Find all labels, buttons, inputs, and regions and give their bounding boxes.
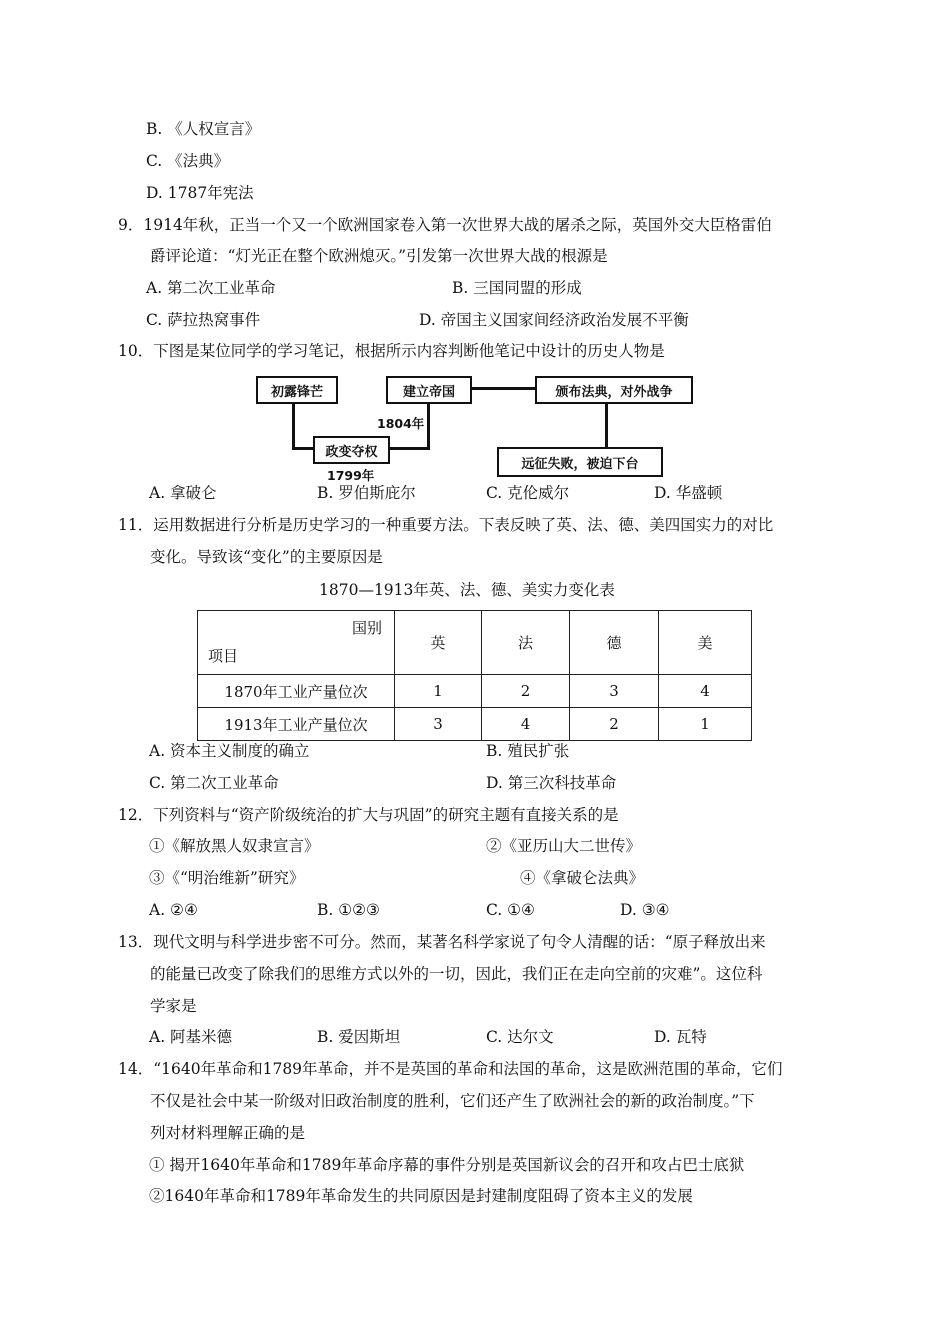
q12-option-a: A. ②④ bbox=[149, 901, 198, 919]
q14-item-2: ②1640年革命和1789年革命发生的共同原因是封建制度阻碍了资本主义的发展 bbox=[149, 1187, 693, 1205]
q12-option-b: B. ①②③ bbox=[317, 901, 380, 919]
corner-country-label: 国别 bbox=[351, 619, 382, 637]
q11-option-a: A. 资本主义制度的确立 bbox=[149, 742, 310, 760]
table-header-cell: 美 bbox=[659, 611, 752, 675]
table-header-row bbox=[198, 611, 752, 675]
table-cell: 1 bbox=[659, 708, 752, 741]
diagram-year-1804: 1804年 bbox=[377, 416, 425, 431]
q12-item-2: ②《亚历山大二世传》 bbox=[486, 837, 642, 855]
diagram-box-early: 初露锋芒 bbox=[256, 376, 338, 404]
q11-option-b: B. 殖民扩张 bbox=[486, 742, 570, 760]
power-comparison-table bbox=[197, 610, 752, 741]
q11-option-c: C. 第二次工业革命 bbox=[149, 774, 279, 792]
diagram-connector bbox=[292, 447, 314, 450]
q12-option-c: C. ①④ bbox=[486, 901, 535, 919]
q13-option-d: D. 瓦特 bbox=[654, 1028, 707, 1046]
q9-option-d: D. 帝国主义国家间经济政治发展不平衡 bbox=[419, 311, 689, 329]
q8-option-b: B. 《人权宣言》 bbox=[146, 120, 261, 138]
q14-stem-line-1: 14．“1640年革命和1789年革命，并不是英国的革命和法国的革命，这是欧洲范围的革命，它们 bbox=[118, 1060, 783, 1078]
table-cell: 4 bbox=[659, 675, 752, 708]
table-cell: 2 bbox=[570, 708, 659, 741]
q12-item-1: ①《解放黑人奴隶宣言》 bbox=[149, 837, 320, 855]
diagram-connector bbox=[427, 402, 430, 450]
table-corner-cell bbox=[198, 611, 395, 675]
q8-option-d: D. 1787年宪法 bbox=[146, 184, 254, 202]
q10-option-a: A. 拿破仑 bbox=[149, 484, 217, 502]
q13-stem-line-3: 学家是 bbox=[150, 997, 197, 1015]
corner-item-label: 项目 bbox=[208, 647, 239, 665]
table-header-cell: 英 bbox=[395, 611, 482, 675]
q12-option-d: D. ③④ bbox=[620, 901, 670, 919]
q9-option-a: A. 第二次工业革命 bbox=[146, 279, 276, 297]
table-cell: 1 bbox=[395, 675, 482, 708]
table-cell: 2 bbox=[482, 675, 570, 708]
diagram-connector bbox=[605, 402, 608, 448]
table-row bbox=[198, 708, 752, 741]
table-row-label: 1870年工业产量位次 bbox=[198, 675, 395, 708]
diagram-box-defeat: 远征失败，被迫下台 bbox=[497, 447, 663, 477]
q8-option-c: C. 《法典》 bbox=[146, 152, 230, 170]
table-row bbox=[198, 675, 752, 708]
q13-stem-line-1: 13．现代文明与科学进步密不可分。然而，某著名科学家说了句令人清醒的话：“原子释放出来 bbox=[118, 933, 766, 951]
q10-option-d: D. 华盛顿 bbox=[654, 484, 723, 502]
table-cell: 3 bbox=[395, 708, 482, 741]
q13-option-a: A. 阿基米德 bbox=[149, 1028, 233, 1046]
diagram-box-empire: 建立帝国 bbox=[386, 376, 472, 404]
q10-option-c: C. 克伦威尔 bbox=[486, 484, 570, 502]
diagram-box-coup: 政变夺权 bbox=[313, 436, 390, 464]
table-cell: 4 bbox=[482, 708, 570, 741]
q9-stem-line-1: 9．1914年秋，正当一个又一个欧洲国家卷入第一次世界大战的屠杀之际，英国外交大臣格雷伯 bbox=[118, 216, 772, 234]
table-header-cell: 法 bbox=[482, 611, 570, 675]
diagram-year-1799: 1799年 bbox=[327, 468, 375, 483]
q11-stem-line-2: 变化。导致该“变化”的主要原因是 bbox=[150, 548, 383, 566]
table-header-cell: 德 bbox=[570, 611, 659, 675]
q12-stem: 12．下列资料与“资产阶级统治的扩大与巩固”的研究主题有直接关系的是 bbox=[118, 806, 619, 824]
q11-stem-line-1: 11．运用数据进行分析是历史学习的一种重要方法。下表反映了英、法、德、美四国实力的对比 bbox=[118, 516, 774, 534]
q14-item-1: ① 揭开1640年革命和1789年革命序幕的事件分别是英国新议会的召开和攻占巴士底狱 bbox=[149, 1156, 745, 1174]
diagram-connector bbox=[388, 447, 430, 450]
q14-stem-line-3: 列对材料理解正确的是 bbox=[150, 1124, 306, 1142]
diagram-box-code-war: 颁布法典，对外战争 bbox=[535, 376, 693, 404]
q13-option-b: B. 爱因斯坦 bbox=[317, 1028, 401, 1046]
diagram-connector bbox=[471, 387, 537, 390]
q13-stem-line-2: 的能量已改变了除我们的思维方式以外的一切，因此，我们正在走向空前的灾难”。这位科 bbox=[150, 965, 763, 983]
q11-option-d: D. 第三次科技革命 bbox=[486, 774, 617, 792]
q11-table-title: 1870—1913年英、法、德、美实力变化表 bbox=[319, 581, 615, 599]
q9-stem-line-2: 爵评论道：“灯光正在整个欧洲熄灭。”引发第一次世界大战的根源是 bbox=[150, 247, 608, 265]
q13-option-c: C. 达尔文 bbox=[486, 1028, 554, 1046]
diagram-connector bbox=[292, 402, 295, 450]
q10-stem: 10．下图是某位同学的学习笔记，根据所示内容判断他笔记中设计的历史人物是 bbox=[118, 342, 665, 360]
q10-option-b: B. 罗伯斯庇尔 bbox=[317, 484, 416, 502]
table-cell: 3 bbox=[570, 675, 659, 708]
q9-option-b: B. 三国同盟的形成 bbox=[452, 279, 582, 297]
q12-item-3: ③《“明治维新”研究》 bbox=[149, 869, 305, 887]
q14-stem-line-2: 不仅是社会中某一阶级对旧政治制度的胜利，它们还产生了欧洲社会的新的政治制度。”下 bbox=[150, 1092, 755, 1110]
table-row-label: 1913年工业产量位次 bbox=[198, 708, 395, 741]
q9-option-c: C. 萨拉热窝事件 bbox=[146, 311, 261, 329]
q12-item-4: ④《拿破仑法典》 bbox=[520, 869, 645, 887]
